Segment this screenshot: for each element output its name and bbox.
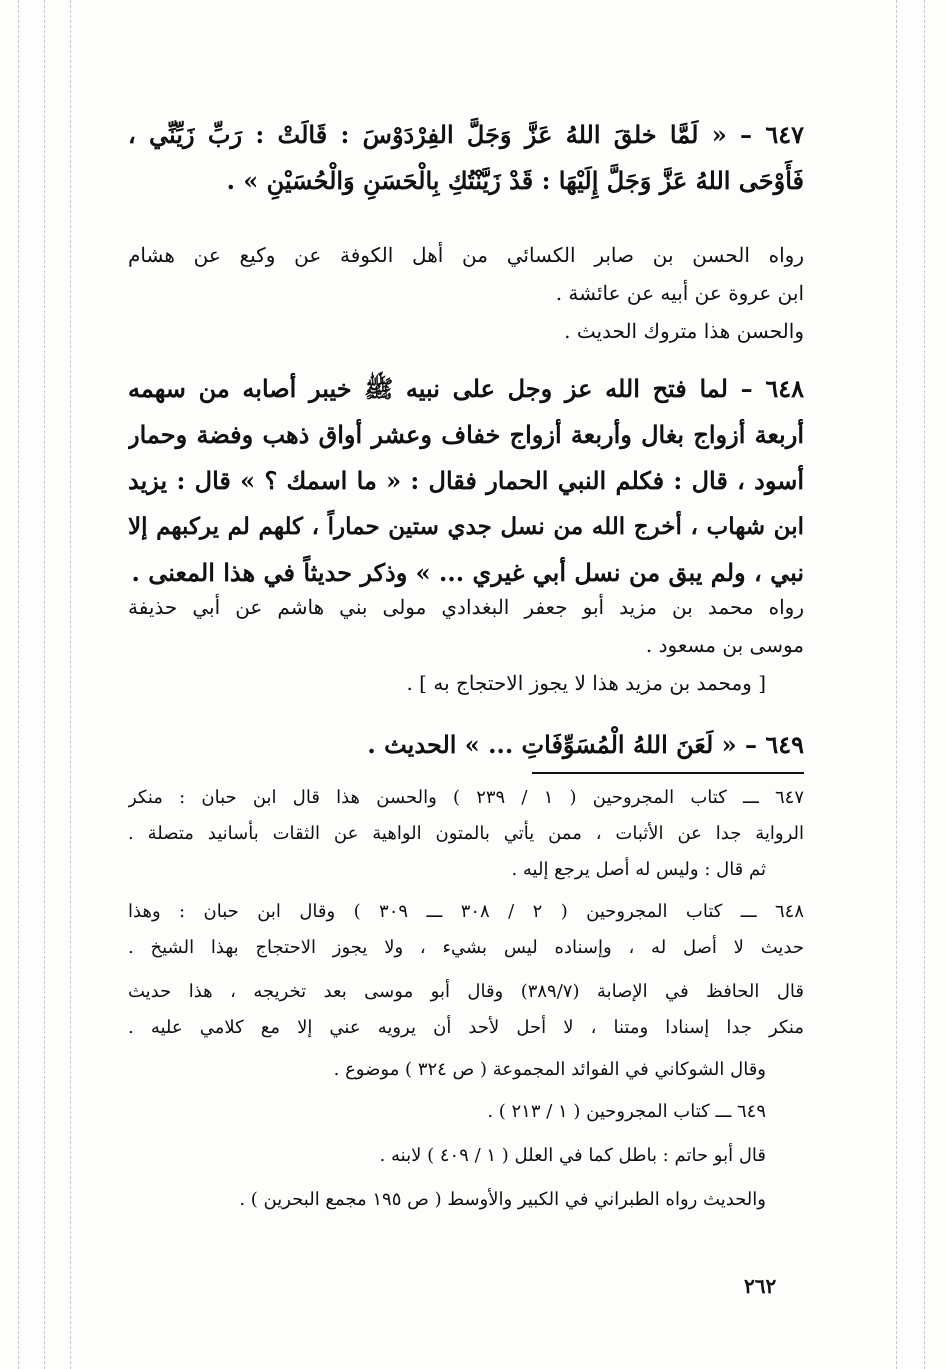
footnotes (128, 780, 804, 1218)
hadith-648-line: نبي ، ولم يبق من نسل أبي غيري ... » وذكر حديثاً في هذا المعنى . (131, 558, 804, 587)
scan-margin-line (896, 0, 897, 1369)
footnote-line: والحديث رواه الطبراني في الكبير والأوسط ( ص ١٩٥ مجمع البحرين ) . (239, 1189, 766, 1210)
footnote-line: قال الحافظ في الإصابة (٣٨٩/٧) وقال أبو موسى بعد تخريجه ، هذا حديث (128, 981, 804, 1002)
hadith-649 (128, 722, 804, 768)
note-line: [ ومحمد بن مزيد هذا لا يجوز الاحتجاج به ] . (406, 671, 766, 695)
note-line: رواه الحسن بن صابر الكسائي من أهل الكوفة عن وكيع عن هشام (128, 243, 804, 267)
hadith-649-line: ٦٤٩ – « لَعَنَ اللهُ الْمُسَوِّفَاتِ ... » الحديث . (367, 730, 804, 759)
note-line: رواه محمد بن مزيد أبو جعفر البغدادي مولى بني هاشم عن أبي حذيفة (128, 595, 804, 619)
hadith-647-line: ٦٤٧ – « لَمَّا خلقَ اللهُ عَزَّ وَجَلَّ الفِرْدَوْسَ : قَالَتْ : رَبِّ زَيِّنِّي ، (128, 120, 804, 149)
note-line: ابن عروة عن أبيه عن عائشة . (555, 281, 804, 305)
footnote-line: ٦٤٧ ـــ كتاب المجروحين ( ١ / ٢٣٩ ) والحسن هذا قال ابن حبان : منكر (128, 787, 804, 808)
note-line: والحسن هذا متروك الحديث . (564, 319, 804, 343)
footnote-separator (532, 772, 804, 774)
scan-margin-line (44, 0, 45, 1369)
hadith-647-line: فَأَوْحَى اللهُ عَزَّ وَجَلَّ إِلَيْهَا : قَدْ زَيَّنْتُكِ بِالْحَسَنِ وَالْحُسَيْنِ » . (226, 166, 804, 195)
hadith-648-line: ابن شهاب ، أخرج الله من نسل جدي ستين حماراً ، كلهم لم يركبهم إلا (128, 513, 804, 540)
hadith-648-note (128, 588, 804, 702)
footnote-line: ثم قال : وليس له أصل يرجع إليه . (511, 859, 766, 880)
hadith-648-line: ٦٤٨ – لما فتح الله عز وجل على نبيه ﷺ خيبر أصابه من سهمه (128, 374, 804, 403)
footnote-line: قال أبو حاتم : باطل كما في العلل ( ١ / ٤٠٩ ) لابنه . (379, 1145, 766, 1166)
hadith-648-line: أربعة أزواج بغال وأربعة أزواج خفاف وعشر أواق ذهب وفضة وحمار (128, 420, 804, 449)
hadith-647 (128, 112, 804, 204)
scan-margin-line (18, 0, 19, 1369)
scan-margin-line (924, 0, 925, 1369)
scan-margin-line (70, 0, 71, 1369)
page-number: ٢٦٢ (744, 1274, 777, 1298)
hadith-647-note (128, 236, 804, 350)
note-line: موسى بن مسعود . (645, 633, 804, 657)
footnote-line: الرواية جدا عن الأثبات ، ممن يأتي بالمتون الواهية عن الثقات بأسانيد متصلة . (128, 823, 804, 844)
footnote-line: ٦٤٩ ـــ كتاب المجروحين ( ١ / ٢١٣ ) . (487, 1101, 766, 1122)
footnote-line: حديث لا أصل له ، وإسناده ليس بشيء ، ولا يجوز الاحتجاج بهذا الشيخ . (128, 937, 804, 958)
footnote-line: منكر جدا إسنادا ومتنا ، لا أحل لأحد أن يرويه عني إلا مع كلامي عليه . (128, 1017, 804, 1038)
hadith-648 (128, 366, 804, 596)
hadith-648-line: أسود ، قال : فكلم النبي الحمار فقال : « ما اسمك ؟ » قال : يزيد (128, 466, 804, 495)
footnote-line: ٦٤٨ ـــ كتاب المجروحين ( ٢ / ٣٠٨ ـــ ٣٠٩ ) وقال ابن حبان : وهذا (128, 901, 804, 922)
footnote-line: وقال الشوكاني في الفوائد المجموعة ( ص ٣٢٤ ) موضوع . (333, 1059, 766, 1080)
